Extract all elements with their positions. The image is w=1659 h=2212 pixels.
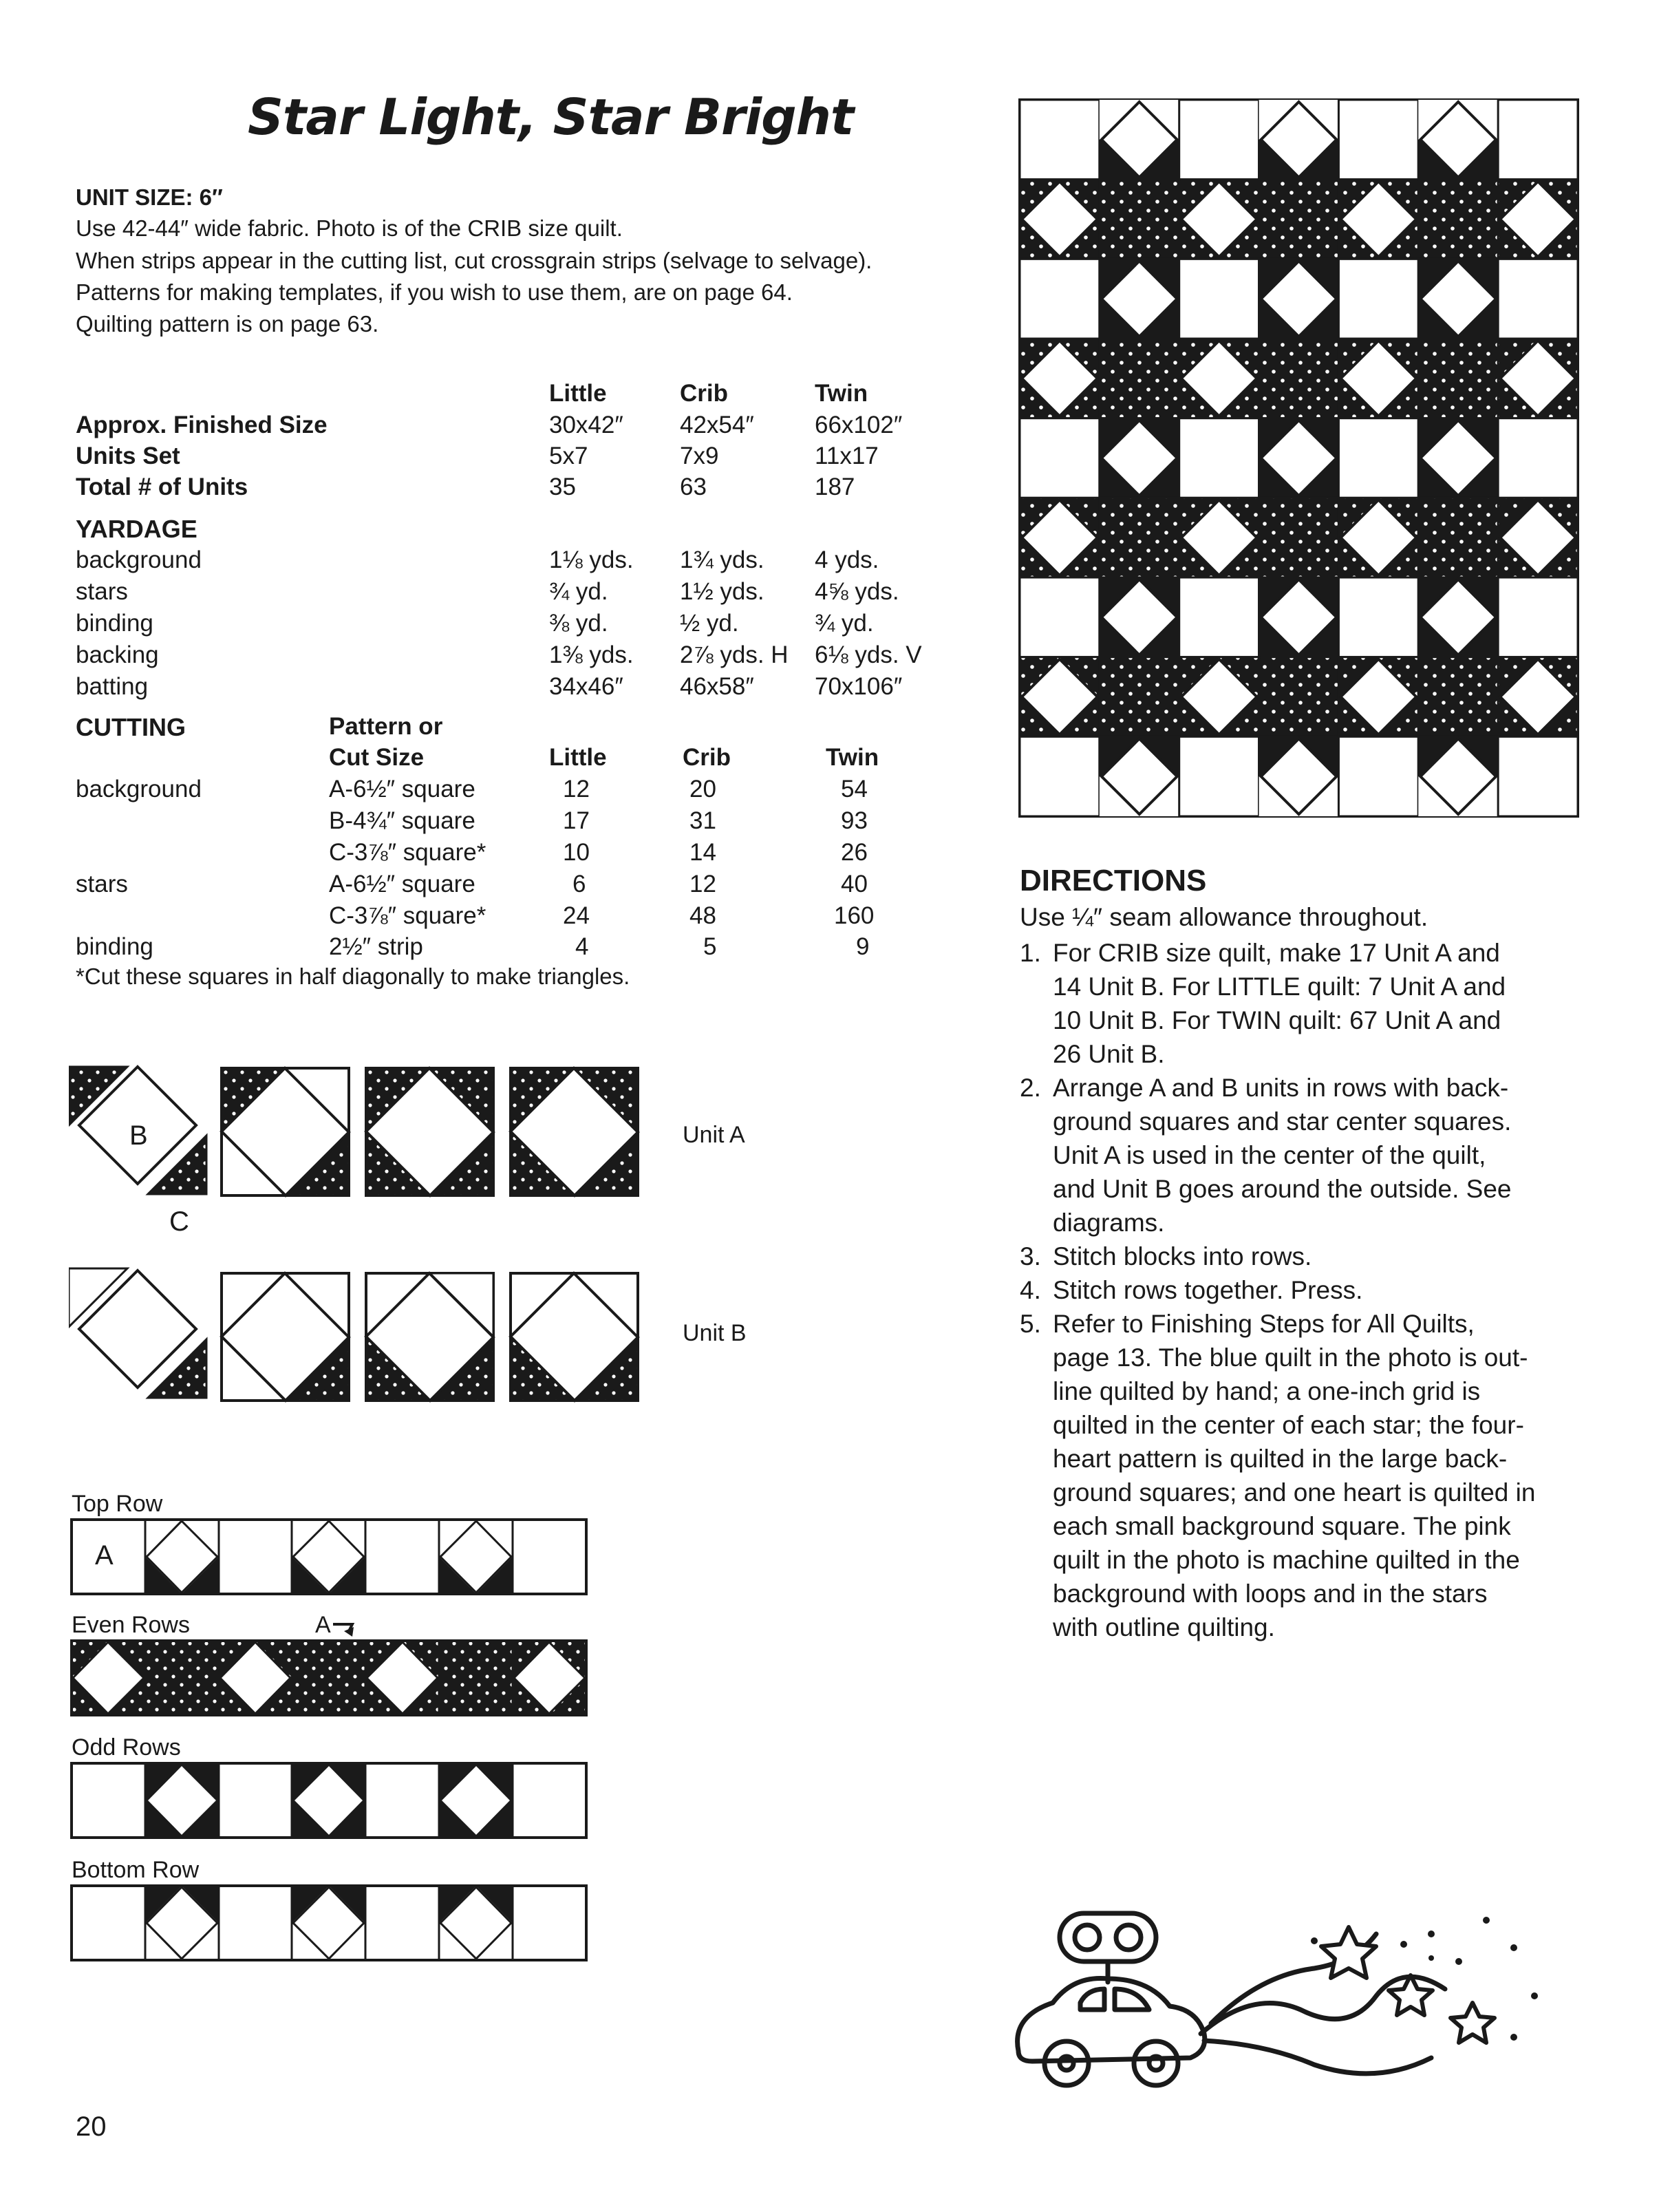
unit-a-label: Unit A	[683, 1122, 745, 1148]
table-cell: 4 yds.	[815, 546, 879, 573]
step-line: line quilted by hand; a one-inch grid is	[1053, 1377, 1481, 1405]
quilt-cell	[1100, 657, 1179, 737]
unit-b-label: Unit B	[683, 1320, 747, 1346]
quilt-cell	[1020, 100, 1100, 180]
step-number: 4.	[1020, 1276, 1041, 1304]
direction-step	[1020, 936, 1591, 1071]
table-cell: 48	[689, 902, 716, 929]
row-label: Total # of Units	[76, 474, 248, 500]
quilt-cell	[1338, 100, 1418, 180]
col-header-crib: Crib	[683, 744, 731, 771]
step-line: 10 Unit B. For TWIN quilt: 67 Unit A and	[1053, 1006, 1501, 1034]
quilt-cell	[1100, 259, 1179, 339]
col-header-crib: Crib	[680, 380, 728, 407]
col-header-twin: Twin	[815, 380, 868, 407]
quilt-cell	[1418, 418, 1498, 498]
table-cell: 7x9	[680, 443, 719, 469]
step-line: Stitch blocks into rows.	[1053, 1242, 1312, 1270]
pattern-cell: C-3⅞″ square*	[329, 902, 486, 929]
table-cell: 66x102″	[815, 412, 903, 438]
step-line: Stitch rows together. Press.	[1053, 1276, 1363, 1304]
cutting-footnote: *Cut these squares in half diagonally to make triangles.	[76, 964, 630, 989]
unit-b-exploded	[69, 1268, 206, 1398]
bottom-row-diagram	[70, 1884, 588, 1961]
table-cell: ¾ yd.	[549, 578, 608, 605]
table-cell: 6⅛ yds. V	[815, 641, 922, 668]
step-number: 3.	[1020, 1242, 1041, 1270]
quilt-cell	[1020, 259, 1100, 339]
quilt-cell	[1418, 100, 1498, 180]
quilt-cell	[1498, 180, 1578, 259]
intro-line: Quilting pattern is on page 63.	[76, 311, 379, 337]
step-line: quilt in the photo is machine quilted in the	[1053, 1546, 1520, 1574]
step-line: Arrange A and B units in rows with back-	[1053, 1074, 1509, 1102]
unit-a-diagram	[69, 1060, 640, 1201]
quilt-cell	[1100, 100, 1179, 180]
quilt-diagram-svg	[1018, 98, 1579, 818]
table-cell: 42x54″	[680, 412, 754, 438]
pattern-header: Cut Size	[329, 744, 425, 771]
quilt-cell	[1498, 100, 1578, 180]
quilt-cell	[1338, 259, 1418, 339]
row-label: background	[76, 546, 202, 573]
table-cell: ¾ yd.	[815, 610, 874, 637]
intro-line: When strips appear in the cutting list, cut crossgrain strips (selvage to selvage).	[76, 248, 873, 273]
step-line: background with loops and in the stars	[1053, 1580, 1488, 1608]
step-line: ground squares and star center squares.	[1053, 1107, 1512, 1136]
quilt-cell	[1259, 180, 1339, 259]
c-piece-marker: C	[169, 1206, 189, 1237]
table-cell: 14	[689, 839, 716, 866]
step-line: Unit A is used in the center of the quilt,	[1053, 1141, 1486, 1169]
quilt-cell	[1020, 418, 1100, 498]
quilt-cell	[1179, 339, 1259, 418]
quilt-cell	[1418, 180, 1498, 259]
table-cell: 31	[689, 807, 716, 834]
page-number: 20	[76, 2112, 107, 2142]
pattern-cell: 2½″ strip	[329, 933, 423, 960]
unit-size: UNIT SIZE: 6″	[76, 184, 223, 210]
pattern-cell: A-6½″ square	[329, 871, 475, 897]
quilt-cell	[1498, 418, 1578, 498]
step-number: 5.	[1020, 1310, 1041, 1338]
quilt-cell	[1418, 498, 1498, 577]
col-header-little: Little	[549, 744, 607, 771]
row-label: batting	[76, 673, 149, 700]
arrow-down-right-icon	[332, 1617, 359, 1638]
unit-a-block	[366, 1068, 493, 1195]
directions-list	[1020, 936, 1591, 1644]
step-line: page 13. The blue quilt in the photo is out-	[1053, 1343, 1528, 1372]
step-line: heart pattern is quilted in the large back-	[1053, 1445, 1508, 1473]
pattern-header: Pattern or	[329, 713, 443, 740]
quilt-cell	[1418, 339, 1498, 418]
quilt-cell	[1259, 498, 1339, 577]
quilt-cell	[1259, 100, 1339, 180]
intro-line: Patterns for making templates, if you wish to use them, are on page 64.	[76, 279, 793, 305]
table-cell: 6	[572, 871, 586, 897]
unit-a-block	[222, 1068, 349, 1195]
pattern-cell: B-4¾″ square	[329, 807, 475, 834]
table-cell: 160	[834, 902, 875, 929]
quilt-cell	[1179, 100, 1259, 180]
row-label: background	[76, 776, 202, 802]
quilt-cell	[1498, 736, 1578, 816]
wind-up-toy-car-illustration	[991, 1893, 1569, 2099]
direction-step	[1020, 1307, 1591, 1644]
quilt-cell	[1179, 736, 1259, 816]
directions-intro: Use ¼″ seam allowance throughout.	[1020, 903, 1428, 931]
table-cell: 11x17	[815, 443, 879, 469]
step-number: 2.	[1020, 1074, 1041, 1102]
table-cell: 24	[563, 902, 590, 929]
a-arrow-marker: A	[315, 1612, 331, 1638]
step-line: 26 Unit B.	[1053, 1040, 1165, 1068]
table-cell: 5	[703, 933, 717, 960]
table-cell: 5x7	[549, 443, 588, 469]
quilt-cell	[1100, 339, 1179, 418]
quilt-cell	[1498, 498, 1578, 577]
quilt-cell	[1498, 259, 1578, 339]
cutting-heading: CUTTING	[76, 713, 186, 741]
quilt-cell	[1020, 180, 1100, 259]
table-cell: 4	[575, 933, 589, 960]
quilt-cell	[1179, 577, 1259, 657]
direction-step	[1020, 1273, 1591, 1307]
direction-step	[1020, 1240, 1591, 1273]
quilt-cell	[1498, 657, 1578, 737]
quilt-cell	[1338, 339, 1418, 418]
step-line: and Unit B goes around the outside. See	[1053, 1175, 1512, 1203]
table-cell: 12	[689, 871, 716, 897]
quilt-cell	[1020, 657, 1100, 737]
table-cell: ½ yd.	[680, 610, 739, 637]
step-line: For CRIB size quilt, make 17 Unit A and	[1053, 939, 1500, 967]
table-cell: 1¾ yds.	[680, 546, 764, 573]
step-line: with outline quilting.	[1053, 1613, 1275, 1641]
quilt-cell	[1100, 577, 1179, 657]
quilt-cell	[1179, 418, 1259, 498]
table-cell: 35	[549, 474, 576, 500]
b-piece-marker: B	[129, 1120, 148, 1151]
odd-rows-label: Odd Rows	[72, 1734, 181, 1761]
row-label: backing	[76, 641, 159, 668]
table-cell: 30x42″	[549, 412, 623, 438]
row-label: binding	[76, 933, 153, 960]
table-cell: 26	[841, 839, 868, 866]
quilt-cell	[1338, 180, 1418, 259]
top-row-label: Top Row	[72, 1491, 163, 1517]
bottom-row-label: Bottom Row	[72, 1857, 200, 1883]
quilt-cell	[1259, 657, 1339, 737]
table-cell: 12	[563, 776, 590, 802]
row-label: stars	[76, 871, 128, 897]
table-cell: ⅜ yd.	[549, 610, 608, 637]
unit-b-block	[366, 1273, 493, 1401]
row-label: binding	[76, 610, 153, 637]
quilt-cell	[1259, 259, 1339, 339]
odd-rows-diagram	[70, 1762, 588, 1839]
table-cell: 70x106″	[815, 673, 903, 700]
col-header-twin: Twin	[826, 744, 879, 771]
quilt-diagram	[1018, 98, 1579, 818]
table-cell: 187	[815, 474, 855, 500]
quilt-cell	[1020, 498, 1100, 577]
quilt-cell	[1338, 418, 1418, 498]
unit-b-block	[511, 1273, 638, 1401]
a-marker: A	[95, 1540, 114, 1571]
quilt-cell	[1179, 259, 1259, 339]
even-rows-label: Even Rows	[72, 1612, 190, 1638]
pattern-cell: C-3⅞″ square*	[329, 839, 486, 866]
table-cell: 46x58″	[680, 673, 754, 700]
quilt-cell	[1338, 577, 1418, 657]
even-rows-diagram	[70, 1639, 588, 1716]
direction-step	[1020, 1071, 1591, 1240]
quilt-cell	[1338, 736, 1418, 816]
step-line: ground squares; and one heart is quilted in	[1053, 1478, 1536, 1507]
step-line: 14 Unit B. For LITTLE quilt: 7 Unit A and	[1053, 972, 1506, 1001]
directions-heading: DIRECTIONS	[1020, 864, 1207, 897]
table-cell: 34x46″	[549, 673, 623, 700]
table-cell: 10	[563, 839, 590, 866]
table-cell: 2⅞ yds. H	[680, 641, 789, 668]
quilt-cell	[1418, 577, 1498, 657]
row-label: stars	[76, 578, 128, 605]
quilt-cell	[1418, 259, 1498, 339]
step-line: Refer to Finishing Steps for All Quilts,	[1053, 1310, 1475, 1338]
table-cell: 1⅛ yds.	[549, 546, 634, 573]
table-cell: 9	[856, 933, 870, 960]
table-cell: 40	[841, 871, 868, 897]
table-cell: 93	[841, 807, 868, 834]
pattern-cell: A-6½″ square	[329, 776, 475, 802]
quilt-cell	[1100, 180, 1179, 259]
table-cell: 1½ yds.	[680, 578, 764, 605]
col-header-little: Little	[549, 380, 607, 407]
quilt-cell	[1020, 736, 1100, 816]
step-line: diagrams.	[1053, 1209, 1165, 1237]
step-line: each small background square. The pink	[1053, 1512, 1511, 1540]
table-cell: 63	[680, 474, 707, 500]
quilt-cell	[1100, 498, 1179, 577]
table-cell: 4⅝ yds.	[815, 578, 899, 605]
table-cell: 1⅜ yds.	[549, 641, 634, 668]
quilt-cell	[1179, 657, 1259, 737]
quilt-cell	[1020, 339, 1100, 418]
quilt-cell	[1418, 657, 1498, 737]
row-label: Units Set	[76, 443, 180, 469]
page-title: Star Light, Star Bright	[248, 88, 854, 146]
quilt-cell	[1338, 657, 1418, 737]
yardage-heading: YARDAGE	[76, 515, 197, 543]
quilt-cell	[1259, 736, 1339, 816]
table-cell: 17	[563, 807, 590, 834]
quilt-cell	[1418, 736, 1498, 816]
unit-b-block	[222, 1273, 349, 1401]
quilt-cell	[1100, 418, 1179, 498]
row-label: Approx. Finished Size	[76, 412, 328, 438]
quilt-cell	[1179, 180, 1259, 259]
quilt-cell	[1100, 736, 1179, 816]
step-line: quilted in the center of each star; the four-	[1053, 1411, 1524, 1439]
quilt-cell	[1259, 418, 1339, 498]
intro-line: Use 42-44″ wide fabric. Photo is of the CRIB size quilt.	[76, 215, 623, 241]
quilt-cell	[1179, 498, 1259, 577]
quilt-cell	[1498, 339, 1578, 418]
quilt-cell	[1259, 339, 1339, 418]
step-number: 1.	[1020, 939, 1041, 967]
quilt-cell	[1020, 577, 1100, 657]
quilt-cell	[1338, 498, 1418, 577]
top-row-diagram	[70, 1518, 588, 1595]
table-cell: 54	[841, 776, 868, 802]
unit-a-block	[511, 1068, 638, 1195]
quilt-cell	[1498, 577, 1578, 657]
unit-b-diagram	[69, 1265, 640, 1403]
quilt-cell	[1259, 577, 1339, 657]
table-cell: 20	[689, 776, 716, 802]
